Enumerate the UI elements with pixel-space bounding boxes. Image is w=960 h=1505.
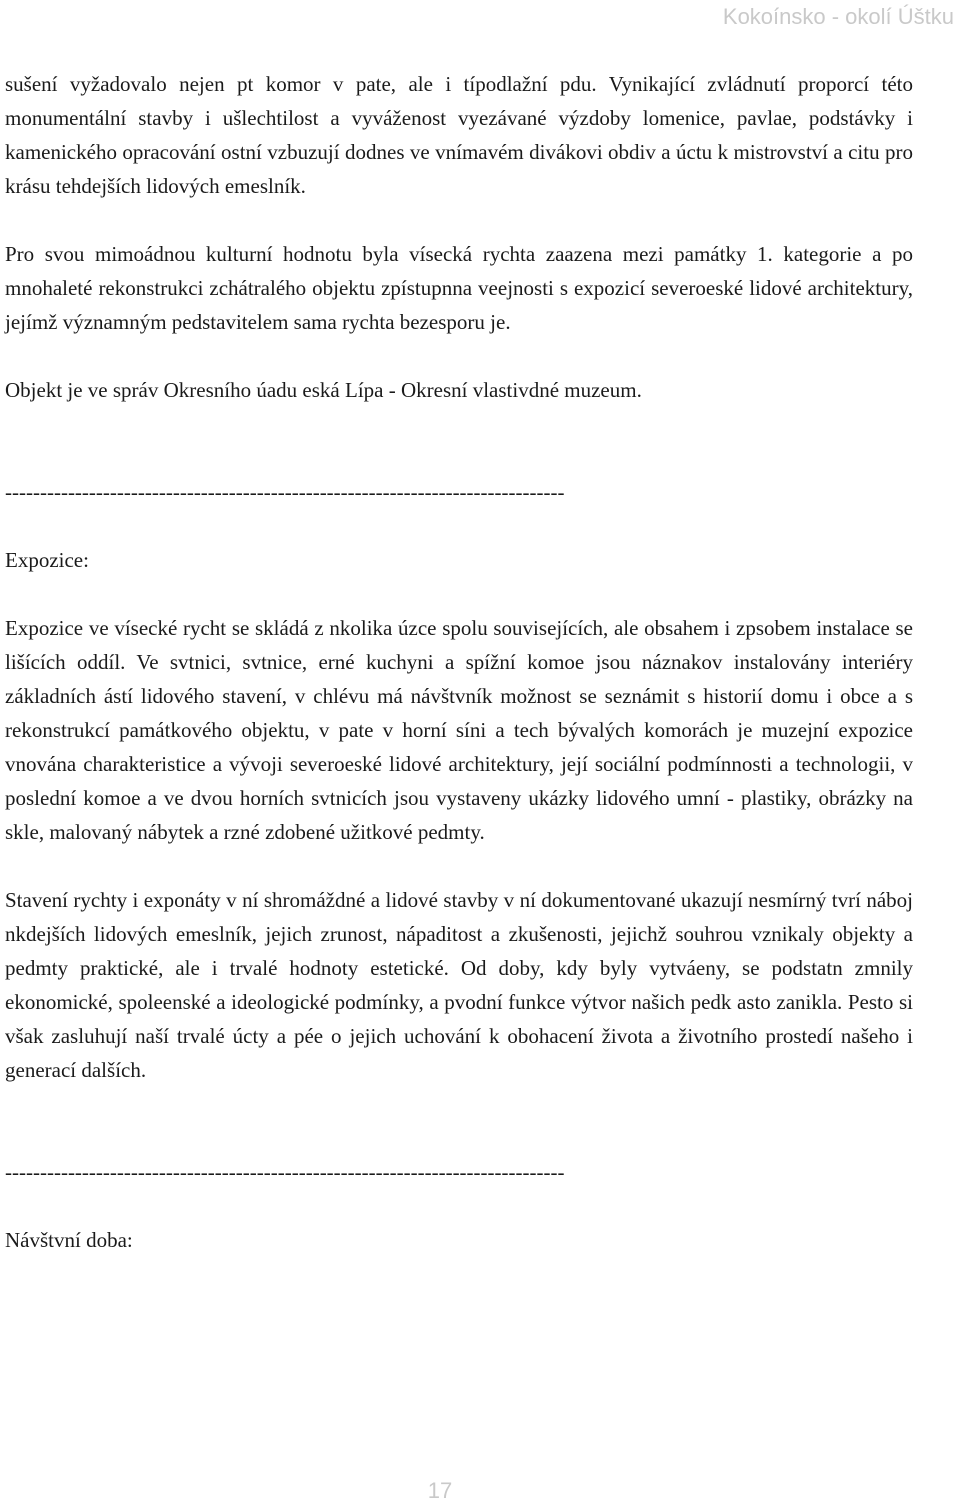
dashed-divider: -------------------------------------------------------------------------------- — [5, 1160, 565, 1184]
heading-opening-hours: Návštvní doba: — [5, 1228, 133, 1252]
paragraph-administration: Objekt je ve správ Okresního úadu eská Lípa - Okresní vlastivdné muzeum. — [5, 378, 642, 402]
paragraph-cultural-value: Pro svou mimoádnou kulturní hodnotu byla vísecká rychta zaazena mezi památky 1. kategorie a po mnohaleté rekonstrukci zchátralého objektu zpístupnna veejnosti s expozicí severoeské lidové architektury, jejímž významným pedstavitelem sama rychta bezesporu je. — [5, 242, 913, 334]
dashed-divider: -------------------------------------------------------------------------------- — [5, 480, 565, 504]
heading-exposition: Expozice: — [5, 548, 89, 572]
page-number: 17 — [427, 1478, 453, 1503]
paragraph-exhibits-value: Stavení rychty i exponáty v ní shromáždné a lidové stavby v ní dokumentované ukazují nesmírný tvrí náboj nkdejších lidových emeslník, jejich zrunost, nápaditost a zkušenosti, jejichž souhrou vznikaly objekty a pedmty praktické, ale i trvalé hodnoty estetické. Od doby, kdy byly vytváeny, se podstatn zmnily ekonomické, spoleenské a ideologické podmínky, a pvodní funkce výtvor našich pedk asto zanikla. Pesto si však zasluhují naší trvalé úcty a pée o jejich uchování k obohacení života a životního prostedí našeho i generací dalších. — [5, 888, 913, 1082]
running-header-title: Kokoínsko - okolí Úštku — [722, 4, 954, 29]
paragraph-exposition-details: Expozice ve vísecké rycht se skládá z nkolika úzce spolu souvisejících, ale obsahem i zpsobem instalace se lišících oddíl. Ve svtnici, svtnice, erné kuchyni a spížní komoe jsou náznakov instalovány interiéry základních ástí lidového stavení, v chlévu má návštvník možnost se seznámit s historií domu i obce a s rekonstrukcí památkového objektu, v pate v horní síni a tech bývalých komorách je muzejní expozice vnována charakteristice a vývoji severoeské lidové architektury, její sociální podmínnosti a technologii, v poslední komoe a ve dvou horních svtnicích jsou vystaveny ukázky lidového umní - plastiky, obrázky na skle, malovaný nábytek a rzné zdobené užitkové pedmty. — [5, 616, 913, 844]
document-body — [5, 67, 913, 1291]
spacer — [5, 441, 913, 475]
spacer — [5, 1121, 913, 1155]
paragraph-monument-description: sušení vyžadovalo nejen pt komor v pate, ale i típodlažní pdu. Vynikající zvládnutí proporcí této monumentální stavby i ušlechtilost a vyváženost vyezávané výzdoby lomenice, pavlae, podstávky i kamenického opracování ostní vzbuzují dodnes ve vnímavém divákovi obdiv a úctu k mistrovství a citu pro krásu tehdejších lidových emeslník. — [5, 72, 913, 198]
